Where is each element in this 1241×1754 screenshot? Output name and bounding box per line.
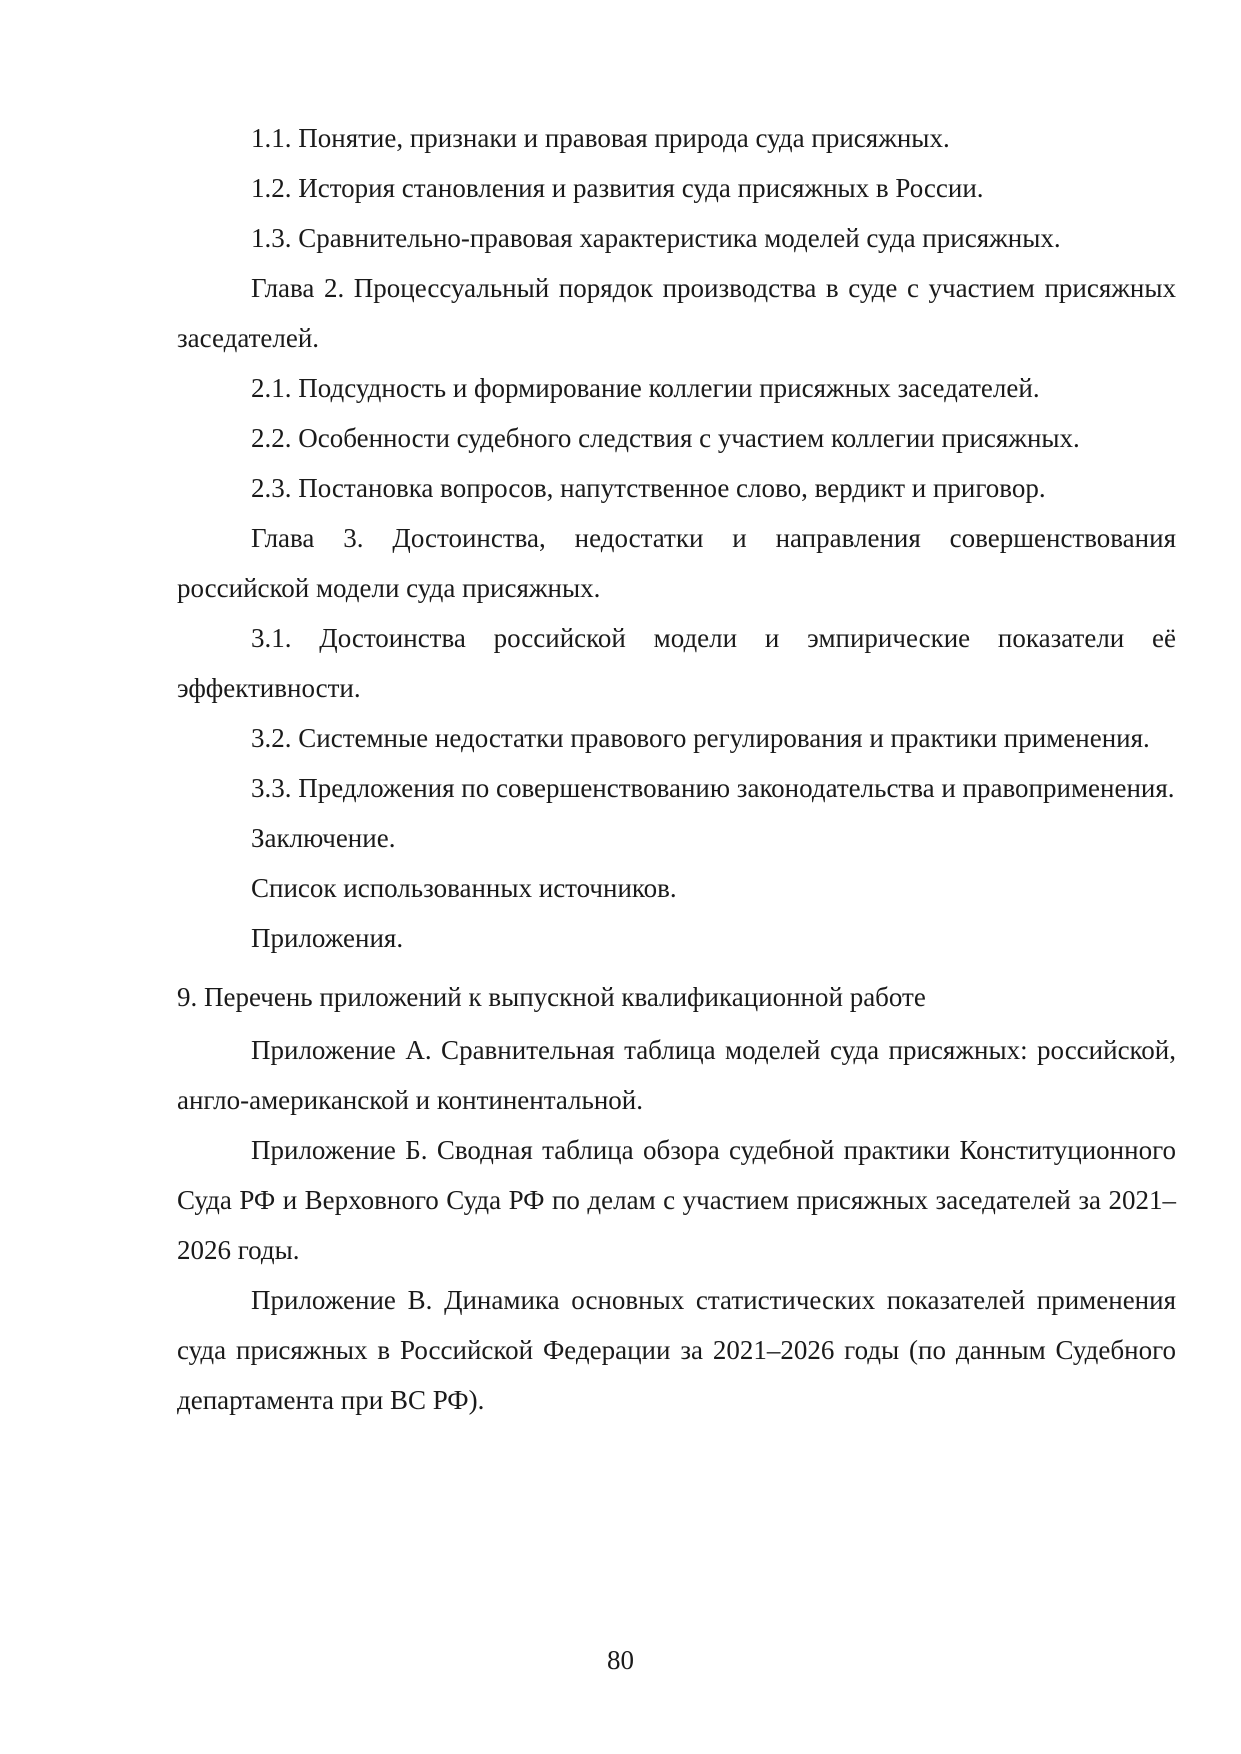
page-number: 80 bbox=[607, 1645, 634, 1675]
contents-list bbox=[177, 113, 1176, 963]
contents-item: Приложения. bbox=[251, 923, 404, 953]
appendix-item: Приложение Б. Сводная таблица обзора судебной практики Конституционного Суда РФ и Верховного Суда РФ по делам с участием присяжных заседателей за 2021–2026 годы. bbox=[177, 1135, 1176, 1265]
contents-item: Заключение. bbox=[251, 823, 396, 853]
contents-item: 3.3. Предложения по совершенствованию законодательства и правоприменения. bbox=[251, 773, 1175, 803]
contents-item: Глава 2. Процессуальный порядок производства в суде с участием присяжных заседателей. bbox=[177, 273, 1176, 353]
contents-item: 3.2. Системные недостатки правового регулирования и практики применения. bbox=[251, 723, 1150, 753]
contents-item: 2.3. Постановка вопросов, напутственное слово, вердикт и приговор. bbox=[251, 473, 1046, 503]
appendix-item: Приложение В. Динамика основных статистических показателей применения суда присяжных в Российской Федерации за 2021–2026 годы (по данным Судебного департамента при ВС РФ). bbox=[177, 1285, 1176, 1415]
document-body bbox=[177, 113, 1176, 1425]
contents-item: 2.2. Особенности судебного следствия с участием коллегии присяжных. bbox=[251, 423, 1080, 453]
appendices-list bbox=[177, 1025, 1176, 1425]
section-heading: 9. Перечень приложений к выпускной квалификационной работе bbox=[177, 982, 926, 1012]
contents-item: Список использованных источников. bbox=[251, 873, 677, 903]
contents-item: 1.1. Понятие, признаки и правовая природа суда присяжных. bbox=[251, 123, 950, 153]
appendix-item: Приложение А. Сравнительная таблица моделей суда присяжных: российской, англо-американской и континентальной. bbox=[177, 1035, 1176, 1115]
contents-item: Глава 3. Достоинства, недостатки и направления совершенствования российской модели суда присяжных. bbox=[177, 523, 1176, 603]
contents-item: 1.3. Сравнительно-правовая характеристика моделей суда присяжных. bbox=[251, 223, 1061, 253]
contents-item: 3.1. Достоинства российской модели и эмпирические показатели её эффективности. bbox=[177, 623, 1176, 703]
contents-item: 2.1. Подсудность и формирование коллегии присяжных заседателей. bbox=[251, 373, 1040, 403]
contents-item: 1.2. История становления и развития суда присяжных в России. bbox=[251, 173, 984, 203]
